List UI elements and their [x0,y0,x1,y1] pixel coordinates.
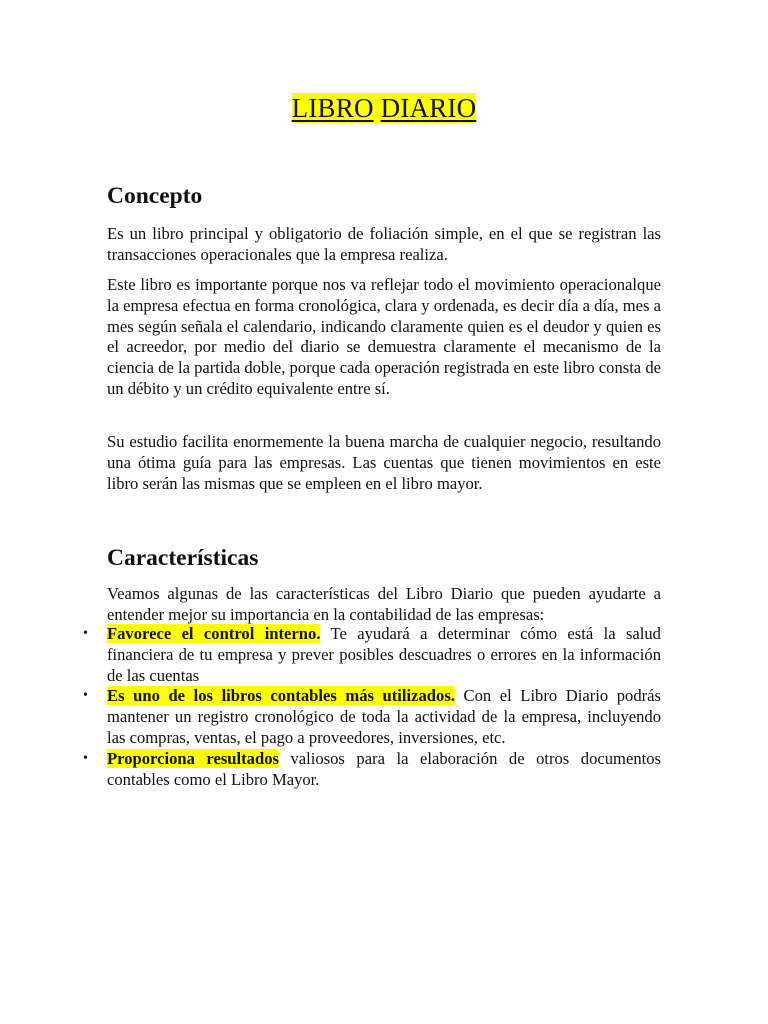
caracteristicas-heading: Características [107,545,259,571]
bullet-text: Con el Libro Diario podrás mantener un registro cronológico de toda la actividad de la empresa, incluyendo las compras, ventas, el pago a proveedores, inversiones, etc. [107,686,661,747]
concepto-paragraph-2: Este libro es importante porque nos va reflejar todo el movimiento operacionalque la empresa efectua en forma cronológica, clara y ordenada, es decir día a día, mes a mes según señala el calendario, indicando claramente quien es el deudor y quien es el acreedor, por medio del diario se demuestra claramente el mecanismo de la ciencia de la partida doble, porque cada operación registrada en este libro consta de un débito y un crédito equivalente entre sí. [107,275,661,398]
concepto-heading: Concepto [107,183,203,209]
bullet-text: Te ayudará a determinar cómo está la salud financiera de tu empresa y prever posibles descuadres o errores en la información de las cuentas [107,624,661,685]
bullet-highlight: Proporciona resultados [107,748,279,768]
bullet-highlight: Favorece el control interno. [107,624,321,643]
concepto-paragraph-3: Su estudio facilita enormemente la buena marcha de cualquier negocio, resultando una ótima guía para las empresas. Las cuentas que tienen movimientos en este libro serán las mismas que se empleen en el libro mayor. [107,432,661,493]
bullet-highlight: Es uno de los libros contables más utilizados. [107,686,455,706]
list-item [83,624,661,686]
bullet-text: valiosos para la elaboración de otros documentos contables como el Libro Mayor. [107,748,661,789]
title-word-libro: LIBRO [291,93,374,123]
title-word-diario: DIARIO [380,93,477,123]
title-container [0,92,768,124]
bullet-icon: • [83,626,88,641]
bullet-icon: • [83,750,88,766]
caracteristicas-intro: Veamos algunas de las características del Libro Diario que pueden ayudarte a entender mejor su importancia en la contabilidad de las empresas: [107,584,661,624]
bullet-icon: • [83,688,88,704]
concepto-paragraph-1: Es un libro principal y obligatorio de foliación simple, en el que se registran las transacciones operacionales que la empresa realiza. [107,224,661,264]
document-title [292,92,477,124]
list-item [83,748,661,791]
list-item [83,686,661,748]
caracteristicas-list [83,624,661,790]
